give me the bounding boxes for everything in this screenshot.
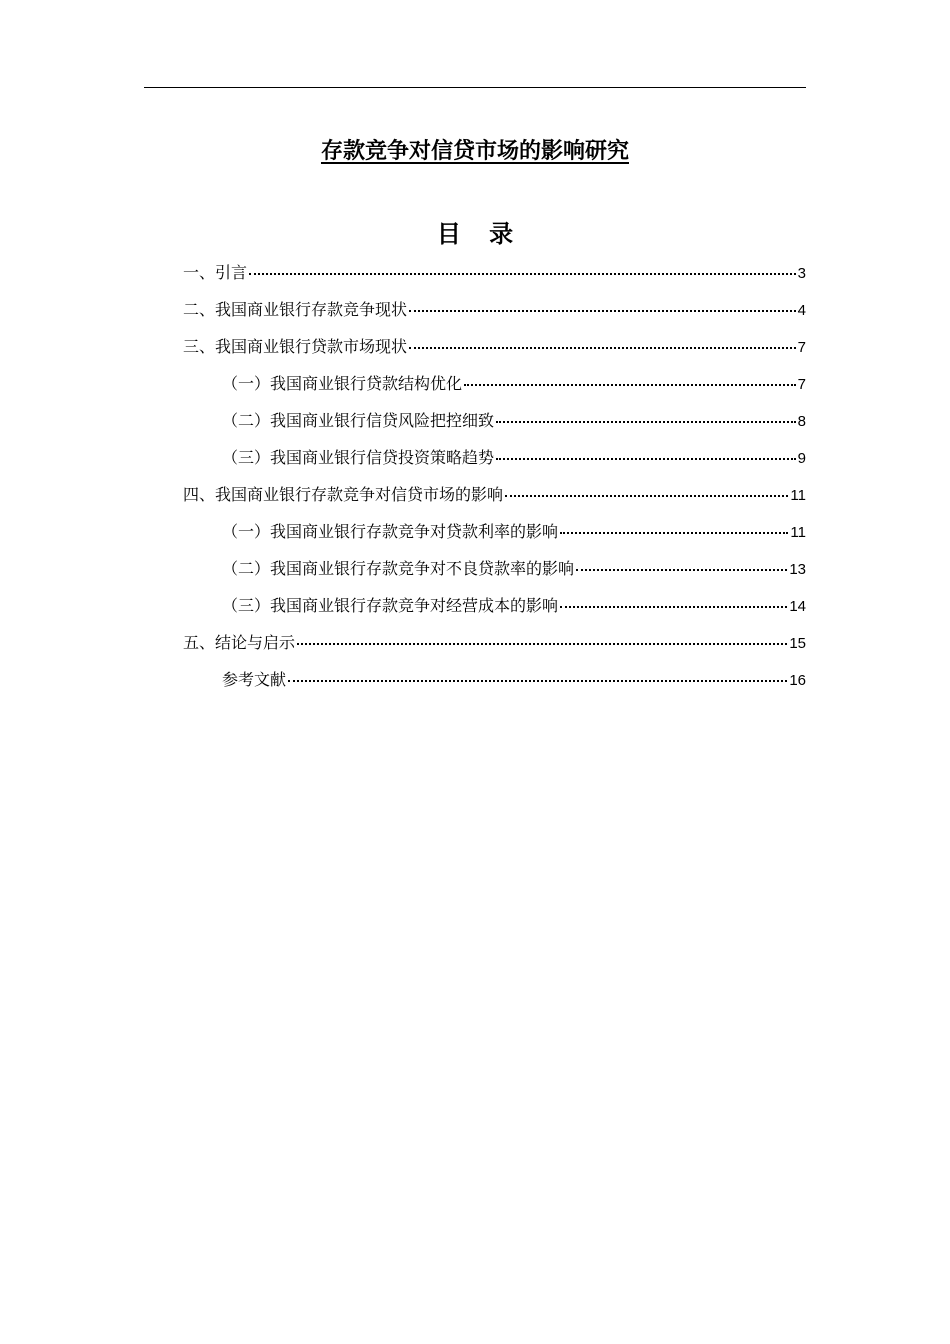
toc-entry-credit-risk[interactable] bbox=[183, 406, 806, 443]
toc-entry-impact-on-credit-market[interactable] bbox=[183, 480, 806, 517]
toc-entry-label: 五、结论与启示 bbox=[183, 633, 296, 652]
toc-dot-leader bbox=[560, 591, 787, 611]
toc-dot-leader bbox=[496, 443, 796, 463]
toc-entry-conclusion[interactable] bbox=[183, 628, 806, 665]
toc-dot-leader bbox=[288, 665, 787, 685]
toc-entry-references[interactable] bbox=[183, 665, 806, 702]
document-title bbox=[144, 133, 806, 169]
toc-entry-label: 二、我国商业银行存款竞争现状 bbox=[183, 300, 408, 319]
toc-dot-leader bbox=[576, 554, 787, 574]
toc-entry-page: 11 bbox=[790, 487, 806, 504]
toc-entry-page: 7 bbox=[797, 376, 806, 393]
toc-entry-label: 参考文献 bbox=[222, 670, 287, 689]
toc-entry-deposit-competition-status[interactable] bbox=[183, 295, 806, 332]
toc-entry-label: 三、我国商业银行贷款市场现状 bbox=[183, 337, 408, 356]
toc-entry-page: 14 bbox=[789, 598, 806, 615]
toc-entry-label: （二）我国商业银行存款竞争对不良贷款率的影响 bbox=[222, 559, 575, 578]
toc-entry-page: 15 bbox=[789, 635, 806, 652]
toc-dot-leader bbox=[496, 406, 796, 426]
toc-entry-label: （二）我国商业银行信贷风险把控细致 bbox=[222, 411, 495, 430]
toc-entry-page: 8 bbox=[797, 413, 806, 430]
toc-entry-label: （三）我国商业银行存款竞争对经营成本的影响 bbox=[222, 596, 559, 615]
toc-entry-page: 4 bbox=[797, 302, 806, 319]
toc-dot-leader bbox=[505, 480, 788, 500]
toc-entry-label: 四、我国商业银行存款竞争对信贷市场的影响 bbox=[183, 485, 504, 504]
toc-entry-page: 13 bbox=[789, 561, 806, 578]
toc-entry-label: （一）我国商业银行存款竞争对贷款利率的影响 bbox=[222, 522, 559, 541]
toc-entry-page: 9 bbox=[797, 450, 806, 467]
toc-dot-leader bbox=[464, 369, 796, 389]
toc-entry-label: （一）我国商业银行贷款结构优化 bbox=[222, 374, 463, 393]
table-of-contents bbox=[183, 258, 806, 702]
toc-entry-page: 11 bbox=[790, 524, 806, 541]
toc-entry-loan-market-status[interactable] bbox=[183, 332, 806, 369]
toc-entry-label: 一、引言 bbox=[183, 263, 248, 282]
toc-entry-page: 16 bbox=[789, 672, 806, 689]
toc-entry-introduction[interactable] bbox=[183, 258, 806, 295]
toc-heading: 目 录 bbox=[436, 220, 524, 248]
toc-dot-leader bbox=[560, 517, 788, 537]
toc-entry-impact-on-operating-cost[interactable] bbox=[183, 591, 806, 628]
toc-entry-impact-on-npl-ratio[interactable] bbox=[183, 554, 806, 591]
toc-entry-label: （三）我国商业银行信贷投资策略趋势 bbox=[222, 448, 495, 467]
toc-entry-loan-structure[interactable] bbox=[183, 369, 806, 406]
toc-entry-page: 3 bbox=[797, 265, 806, 282]
toc-dot-leader bbox=[409, 295, 796, 315]
toc-entry-impact-on-loan-rate[interactable] bbox=[183, 517, 806, 554]
toc-entry-page: 7 bbox=[797, 339, 806, 356]
toc-dot-leader bbox=[249, 258, 796, 278]
toc-dot-leader bbox=[409, 332, 796, 352]
document-title-text: 存款竞争对信贷市场的影响研究 bbox=[320, 138, 629, 164]
toc-entry-credit-investment-strategy[interactable] bbox=[183, 443, 806, 480]
header-rule bbox=[144, 87, 806, 88]
toc-dot-leader bbox=[297, 628, 787, 648]
